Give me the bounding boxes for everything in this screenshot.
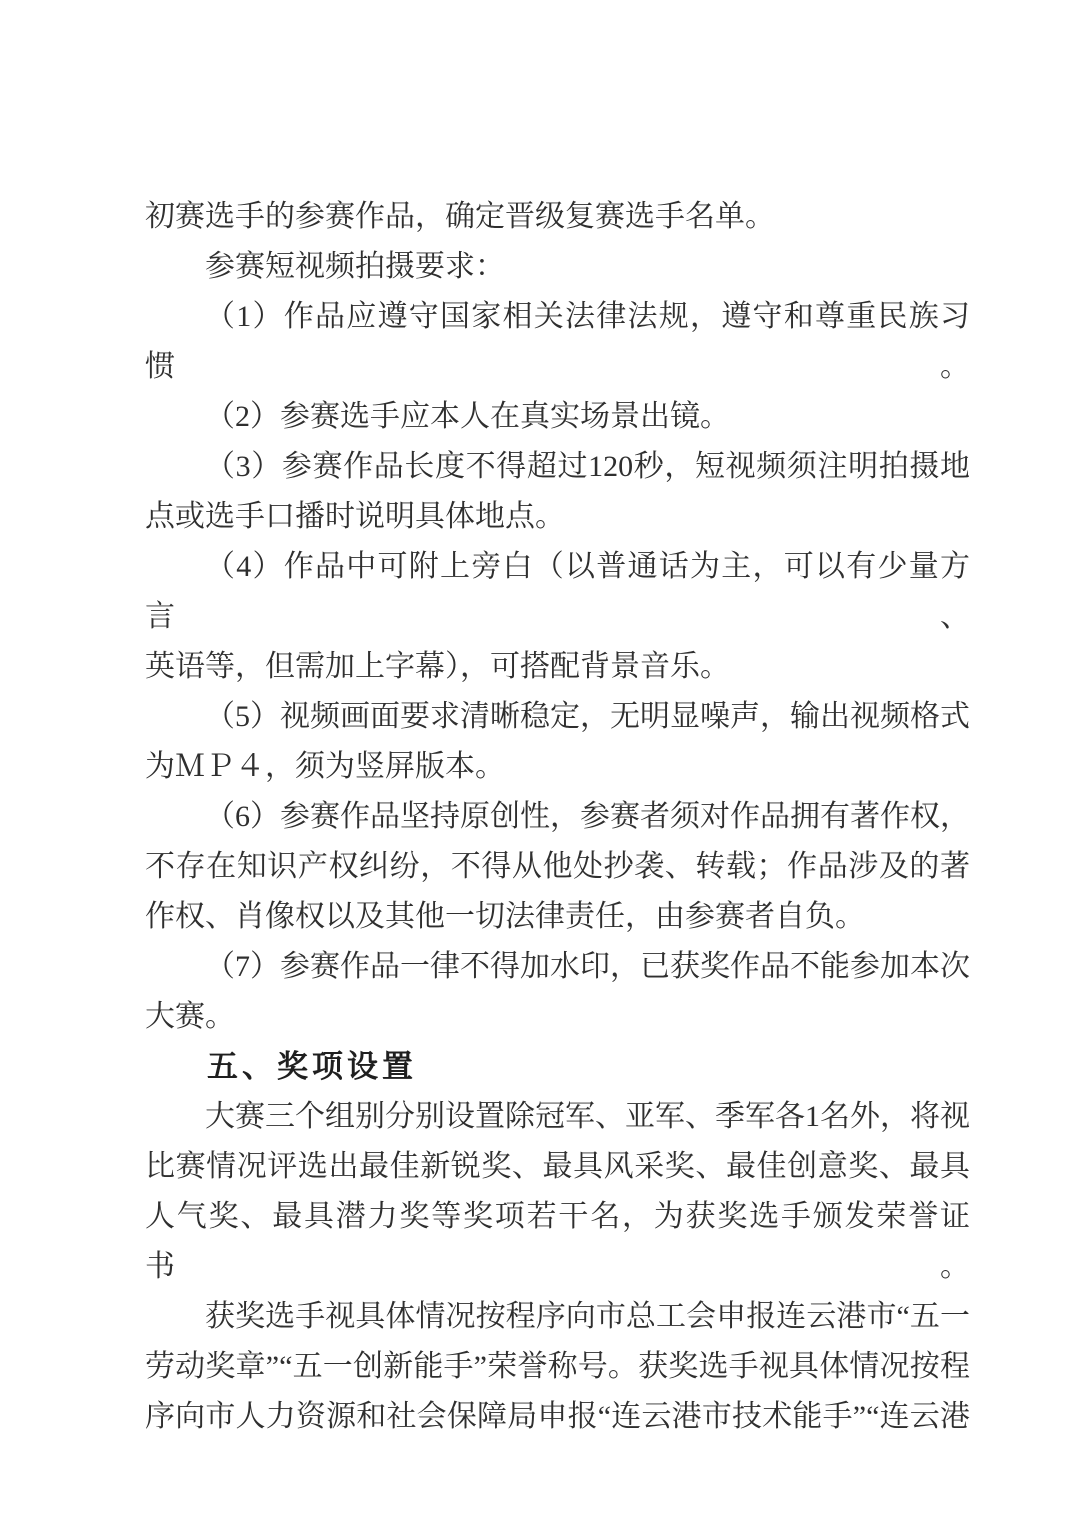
text-line: 初赛选手的参赛作品，确定晋级复赛选手名单。 <box>145 200 775 233</box>
text-line: 比赛情况评选出最佳新锐奖、最具风采奖、最佳创意奖、最具 <box>145 1150 970 1183</box>
text-line: （1）作品应遵守国家相关法律法规，遵守和尊重民族习惯。 <box>145 300 970 383</box>
text-line: （4）作品中可附上旁白（以普通话为主，可以有少量方言、 <box>145 550 970 633</box>
text-line: 为ＭＰ４，须为竖屏版本。 <box>145 750 505 783</box>
section-heading: 五、奖项设置 <box>207 1049 417 1085</box>
text-line: 大赛。 <box>145 1000 235 1033</box>
text-line: 点或选手口播时说明具体地点。 <box>145 500 565 533</box>
text-line: 获奖选手视具体情况按程序向市总工会申报连云港市“五一 <box>205 1300 970 1333</box>
text-line: 序向市人力资源和社会保障局申报“连云港市技术能手”“连云港 <box>145 1400 970 1433</box>
text-line: 不存在知识产权纠纷，不得从他处抄袭、转载；作品涉及的著 <box>145 850 970 883</box>
text-line: 参赛短视频拍摄要求： <box>205 250 505 283</box>
text-line: （6）参赛作品坚持原创性，参赛者须对作品拥有著作权， <box>205 800 970 833</box>
text-line: （3）参赛作品长度不得超过120秒，短视频须注明拍摄地 <box>205 450 970 483</box>
text-line: （7）参赛作品一律不得加水印，已获奖作品不能参加本次 <box>205 950 970 983</box>
document-body <box>145 192 970 1442</box>
text-line: （2）参赛选手应本人在真实场景出镜。 <box>205 400 730 433</box>
text-line: 大赛三个组别分别设置除冠军、亚军、季军各1名外，将视 <box>205 1100 970 1133</box>
text-line: 劳动奖章”“五一创新能手”荣誉称号。获奖选手视具体情况按程 <box>145 1350 970 1383</box>
text-line: 人气奖、最具潜力奖等奖项若干名，为获奖选手颁发荣誉证书。 <box>145 1200 970 1283</box>
text-line: 作权、肖像权以及其他一切法律责任，由参赛者自负。 <box>145 900 865 933</box>
text-line: （5）视频画面要求清晰稳定，无明显噪声，输出视频格式 <box>205 700 970 733</box>
text-line: 英语等，但需加上字幕），可搭配背景音乐。 <box>145 650 730 683</box>
